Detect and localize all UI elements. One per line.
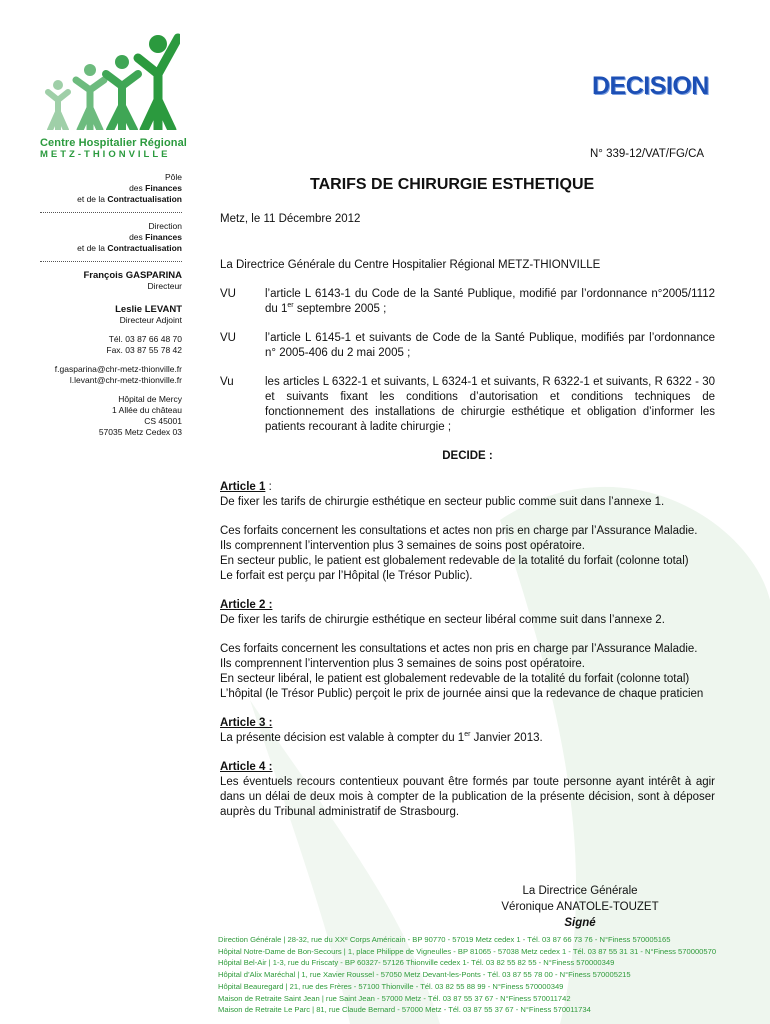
visa-text: l’article L 6145-1 et suivants de Code de la Santé Publique, modifiés par l’ordonnance n° 2005-406 du 2 mai 2005 ; bbox=[265, 332, 715, 359]
footer-line: Maison de Retraite Saint Jean | rue Saint Jean - 57000 Metz - Tél. 03 87 55 37 67 - N°Finess 570011742 bbox=[218, 993, 571, 1003]
signature-block bbox=[480, 883, 680, 931]
direction-contractualisation: et de la Contractualisation bbox=[77, 243, 182, 253]
article-title: Article 3 : bbox=[220, 717, 273, 729]
footer-line: Hôpital Bel-Air | 1-3, rue du Friscaty - BP 60327- 57126 Thionville cedex 1- Tél. 03 82 55 82 55 - N°Finess 570000349 bbox=[218, 958, 615, 968]
article-text: Ces forfaits concernent les consultations et actes non pris en charge par l’Assurance Maladie. bbox=[220, 643, 698, 655]
pole-contractualisation: et de la Contractualisation bbox=[77, 194, 182, 204]
article-3 bbox=[220, 716, 715, 746]
visa-label: VU bbox=[220, 332, 236, 344]
reference-number: N° 339-12/VAT/FG/CA bbox=[590, 148, 705, 160]
signatory-name: Véronique ANATOLE-TOUZET bbox=[501, 901, 659, 913]
article-title: Article 4 : bbox=[220, 761, 273, 773]
divider bbox=[40, 261, 182, 262]
article-text: Le forfait est perçu par l’Hôpital (le Trésor Public). bbox=[220, 570, 473, 582]
article-title: Article 1 bbox=[220, 481, 266, 493]
article-text: Ces forfaits concernent les consultations et actes non pris en charge par l’Assurance Maladie. bbox=[220, 525, 698, 537]
signatory-role: La Directrice Générale bbox=[522, 885, 638, 897]
place-date: Metz, le 11 Décembre 2012 bbox=[220, 213, 361, 225]
article-text: Ils comprennent l’intervention plus 3 semaines de soins post opératoire. bbox=[220, 658, 586, 670]
article-1: Article 1 : De fixer les tarifs de chirurgie esthétique en secteur public comme suit dans l’annexe 1. Ces forfaits concernent les consultations et actes non pris en charge par l’Assurance Maladie. Ils comprennent l’intervention plus 3 semaines de soins post opératoire. En secteur public, le patient est globalement redevable de la totalité du forfait (colonne total) Le forfait est perçu par l’Hôpital (le Trésor Public). bbox=[220, 480, 715, 584]
footer-line: Maison de Retraite Le Parc | 81, rue Claude Bernard - 57000 Metz - Tél. 03 87 55 37 67 - N°Finess 570011734 bbox=[218, 1005, 591, 1015]
logo-name-line1: Centre Hospitalier Régional bbox=[40, 137, 187, 149]
article-text: Les éventuels recours contentieux pouvant être formés par toute personne ayant intérêt à agir dans un délai de deux mois à compter de la publication de la présente décision, sont à déposer auprès du Tribunal administratif de Strasbourg. bbox=[220, 776, 715, 818]
article-4 bbox=[220, 760, 715, 820]
address-line: 1 Allée du château bbox=[112, 405, 182, 415]
article-text: De fixer les tarifs de chirurgie esthétique en secteur public comme suit dans l’annexe 1. bbox=[220, 496, 665, 508]
deputy-director-name: Leslie LEVANT bbox=[115, 304, 182, 315]
email-deputy[interactable]: l.levant@chr-metz-thionville.fr bbox=[69, 375, 182, 385]
visa-label: VU bbox=[220, 288, 236, 300]
article-text: De fixer les tarifs de chirurgie esthétique en secteur libéral comme suit dans l’annexe 2. bbox=[220, 614, 665, 626]
visa-label: Vu bbox=[220, 376, 234, 388]
decision-heading: DECISION bbox=[592, 72, 709, 100]
divider bbox=[40, 212, 182, 213]
visa-text: l’article L 6143-1 du Code de la Santé Publique, modifié par l’ordonnance n°2005/1112 du 1er septembre 2005 ; bbox=[265, 288, 715, 315]
logo-figures-icon bbox=[40, 30, 180, 130]
document-title: TARIFS DE CHIRURGIE ESTHETIQUE bbox=[310, 176, 595, 193]
article-text: L’hôpital (le Trésor Public) perçoit le prix de journée ainsi que la redevance de chaque praticien bbox=[220, 688, 704, 700]
fax-number: Fax. 03 87 55 78 42 bbox=[106, 345, 182, 355]
address-line: CS 45001 bbox=[144, 416, 182, 426]
intro-line: La Directrice Générale du Centre Hospitalier Régional METZ-THIONVILLE bbox=[220, 259, 601, 271]
article-text: En secteur libéral, le patient est globalement redevable de la totalité du forfait (colonne total) bbox=[220, 673, 690, 685]
director-name: François GASPARINA bbox=[83, 270, 182, 281]
footer-addresses bbox=[218, 934, 758, 1016]
footer-line: Hôpital Notre-Dame de Bon-Secours | 1, place Philippe de Vigneulles - BP 81065 - 57038 Metz cedex 1 - Tél. 03 87 55 31 31 - N°Finess 570000570 bbox=[218, 946, 717, 956]
article-text: En secteur public, le patient est globalement redevable de la totalité du forfait (colonne total) bbox=[220, 555, 689, 567]
footer-line: Direction Générale | 28-32, rue du XXᵉ Corps Américain - BP 90770 - 57019 Metz cedex 1 - Tél. 03 87 66 73 76 - N°Finess 570005165 bbox=[218, 935, 671, 944]
address-line: Hôpital de Mercy bbox=[118, 394, 182, 404]
article-text: La présente décision est valable à compter du 1er Janvier 2013. bbox=[220, 731, 543, 744]
pole-label: Pôle bbox=[164, 172, 182, 182]
deputy-director-role: Directeur Adjoint bbox=[119, 315, 182, 325]
pole-finances: des Finances bbox=[129, 183, 182, 193]
visa-item bbox=[220, 331, 715, 361]
direction-label: Direction bbox=[148, 221, 182, 231]
article-title: Article 2 : bbox=[220, 599, 273, 611]
decide-heading: DECIDE : bbox=[442, 450, 493, 462]
logo-name-line2: METZ-THIONVILLE bbox=[40, 149, 171, 160]
footer-line: Hôpital Beauregard | 21, rue des Frères - 57100 Thionville - Tél. 03 82 55 88 99 - N°Finess 570000349 bbox=[218, 981, 564, 991]
email-director[interactable]: f.gasparina@chr-metz-thionville.fr bbox=[54, 364, 182, 374]
document-body bbox=[220, 212, 715, 820]
visa-text: les articles L 6322-1 et suivants, L 6324-1 et suivants, R 6322-1 et suivants, R 6322 - 30 et suivants fixant les conditions d’autorisation et conditions techniques de fonctionnement des installations de chirurgie esthétique et obligation d’informer les patients recourant à ladite chirurgie ; bbox=[265, 376, 715, 433]
signed-mention: Signé bbox=[564, 917, 596, 929]
phone-number: Tél. 03 87 66 48 70 bbox=[108, 334, 182, 344]
visa-item bbox=[220, 287, 715, 317]
hospital-logo bbox=[40, 30, 190, 160]
direction-finances: des Finances bbox=[129, 232, 182, 242]
address-line: 57035 Metz Cedex 03 bbox=[98, 427, 182, 437]
visa-item bbox=[220, 375, 715, 435]
director-role: Directeur bbox=[147, 281, 182, 291]
article-2 bbox=[220, 598, 715, 702]
article-text: Ils comprennent l’intervention plus 3 semaines de soins post opératoire. bbox=[220, 540, 586, 552]
footer-line: Hôpital d’Alix Maréchal | 1, rue Xavier Roussel - 57050 Metz Devant-les-Ponts - Tél. 03 87 55 78 00 - N°Finess 570005215 bbox=[218, 970, 631, 980]
sidebar-contact-block bbox=[40, 172, 182, 438]
